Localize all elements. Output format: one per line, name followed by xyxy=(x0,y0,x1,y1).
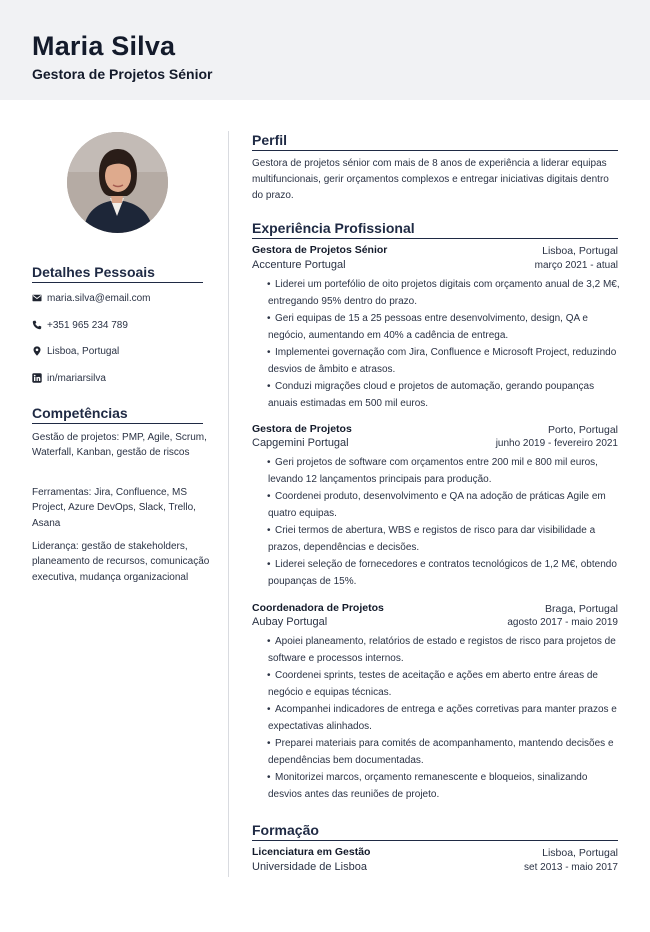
skill-item-leadership: Liderança: gestão de stakeholders, planeamento de recursos, comunicação executiva, mudança organizacional xyxy=(32,541,210,583)
job-location: Lisboa, Portugal xyxy=(542,245,618,257)
job-bullet: • Monitorizei marcos, orçamento remanescente e bloqueios, sinalizando desvios antes das reuniões de projeto. xyxy=(268,770,620,803)
education-rule xyxy=(252,840,618,841)
contact-email[interactable] xyxy=(32,290,151,306)
contact-linkedin-text: in/mariarsilva xyxy=(47,372,106,384)
candidate-role: Gestora de Projetos Sénior xyxy=(32,66,213,82)
job-bullet: • Coordenei produto, desenvolvimento e QA na adoção de práticas Agile em quatro equipas. xyxy=(268,489,620,522)
education-degree: Licenciatura em Gestão xyxy=(252,846,371,858)
job-dates: março 2021 - atual xyxy=(534,260,618,271)
job-bullet: • Apoiei planeamento, relatórios de estado e registos de risco para projetos de software e processos internos. xyxy=(268,634,620,667)
experience-heading: Experiência Profissional xyxy=(252,220,415,236)
personal-details-rule xyxy=(32,282,203,283)
job-bullet: • Conduzi migrações cloud e projetos de automação, gerando poupanças anuais estimadas em 500 mil euros. xyxy=(268,379,620,412)
job-bullets xyxy=(268,277,620,413)
job-dates: agosto 2017 - maio 2019 xyxy=(507,617,618,628)
job-bullet: • Liderei seleção de fornecedores e contratos tecnológicos de 1,2 M€, obtendo poupanças de 15%. xyxy=(268,557,620,590)
column-divider xyxy=(228,131,229,877)
experience-rule xyxy=(252,238,618,239)
job-bullet: • Coordenei sprints, testes de aceitação e ações em aberto entre áreas de negócio e equipas técnicas. xyxy=(268,668,620,701)
job-title: Coordenadora de Projetos xyxy=(252,602,384,614)
job-location: Porto, Portugal xyxy=(547,424,618,436)
contact-location xyxy=(32,343,119,359)
job-dates: junho 2019 - fevereiro 2021 xyxy=(495,438,618,449)
education-location: Lisboa, Portugal xyxy=(542,847,618,859)
contact-linkedin[interactable] xyxy=(32,370,106,386)
profile-photo xyxy=(67,132,168,233)
person-avatar-icon xyxy=(67,132,168,233)
job-title: Gestora de Projetos Sénior xyxy=(252,244,388,256)
job-bullet: • Acompanhei indicadores de entrega e ações corretivas para manter prazos e expectativas alinhados. xyxy=(268,702,620,735)
job-bullet: • Criei termos de abertura, WBS e registos de risco para dar visibilidade a prazos, dependências e decisões. xyxy=(268,523,620,556)
job-company: Accenture Portugal xyxy=(252,259,346,271)
contact-phone[interactable] xyxy=(32,317,128,333)
job-bullets xyxy=(268,634,620,804)
skills-rule xyxy=(32,423,203,424)
skills-heading: Competências xyxy=(32,405,128,421)
personal-details-heading: Detalhes Pessoais xyxy=(32,264,155,280)
job-company: Capgemini Portugal xyxy=(252,437,349,449)
education-dates: set 2013 - maio 2017 xyxy=(524,862,618,873)
skill-item-project-management: Gestão de projetos: PMP, Agile, Scrum, Waterfall, Kanban, gestão de riscos xyxy=(32,432,207,459)
email-icon xyxy=(32,293,42,303)
contact-email-text: maria.silva@email.com xyxy=(47,292,151,304)
job-bullet: • Geri projetos de software com orçamentos entre 200 mil e 800 mil euros, levando 12 lançamentos principais para produção. xyxy=(268,455,620,488)
profile-heading: Perfil xyxy=(252,132,288,148)
contact-location-text: Lisboa, Portugal xyxy=(47,345,120,357)
phone-icon xyxy=(32,320,42,330)
profile-rule xyxy=(252,150,618,151)
job-bullet: • Implementei governação com Jira, Confluence e Microsoft Project, reduzindo desvios de âmbito e atrasos. xyxy=(268,345,620,378)
education-school: Universidade de Lisboa xyxy=(252,861,367,873)
job-bullet: • Preparei materiais para comités de acompanhamento, mantendo decisões e dependências bem documentadas. xyxy=(268,736,620,769)
job-title: Gestora de Projetos xyxy=(252,423,352,435)
contact-phone-text: +351 965 234 789 xyxy=(47,319,128,331)
education-heading: Formação xyxy=(252,822,319,838)
job-bullets xyxy=(268,455,620,591)
job-bullet: • Geri equipas de 15 a 25 pessoas entre desenvolvimento, design, QA e negócio, aumentando em 40% a cadência de entrega. xyxy=(268,311,620,344)
location-pin-icon xyxy=(32,346,42,356)
job-location: Braga, Portugal xyxy=(545,603,618,615)
header-band xyxy=(0,0,650,100)
candidate-name: Maria Silva xyxy=(32,31,176,61)
profile-summary: Gestora de projetos sénior com mais de 8 anos de experiência a liderar equipas multifuncionais, gerir orçamentos complexos e entregar iniciativas digitais dentro do prazo. xyxy=(252,158,609,201)
linkedin-icon xyxy=(32,373,42,383)
job-company: Aubay Portugal xyxy=(252,616,328,628)
skill-item-tools: Ferramentas: Jira, Confluence, MS Project, Azure DevOps, Slack, Trello, Asana xyxy=(32,487,196,529)
job-bullet: • Liderei um portefólio de oito projetos digitais com orçamento anual de 3,2 M€, entregando 95% dentro do prazo. xyxy=(268,277,620,310)
